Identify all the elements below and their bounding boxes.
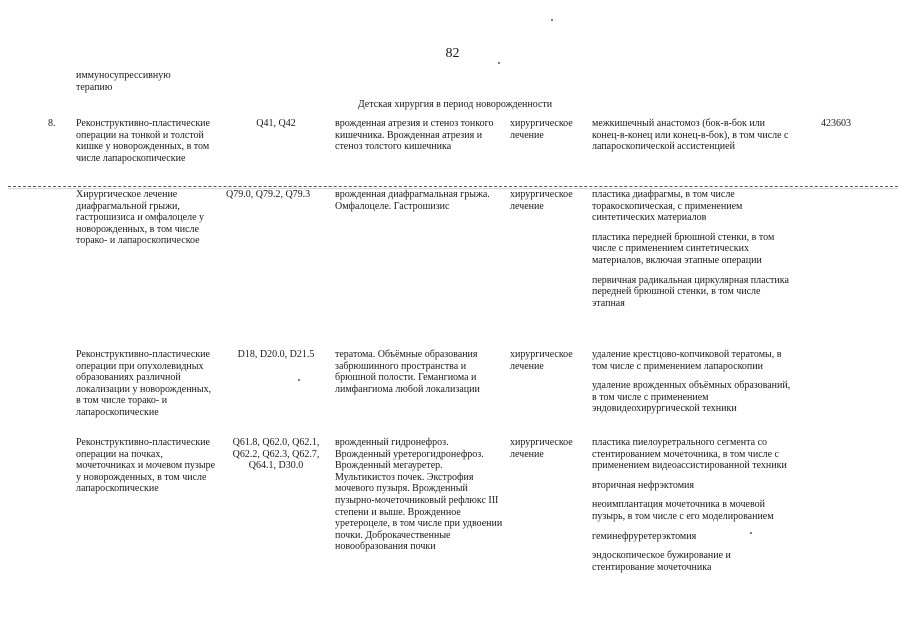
method-item: первичная радикальная циркулярная пластика передней брюшной стенки, в том числе этапная (592, 274, 789, 309)
row-divider (8, 186, 898, 187)
method-item: пластика пиелоуретрального сегмента со стентированием мочеточника, в том числе с применением видеоассистированной техники (592, 437, 787, 472)
scan-speck (551, 19, 553, 21)
method-item: пластика диафрагмы, в том числе торакоскопическая, с применением синтетических материалов (592, 189, 743, 224)
method-item: геминефруретерэктомия (592, 530, 697, 542)
row-model: врожденная атрезия и стеноз тонкого кишечника. Врожденная атрезия и стеноз толстого кишечника (335, 118, 494, 153)
method-item: эндоскопическое бужирование и стентирование мочеточника (592, 550, 731, 573)
row-codes: D18, D20.0, D21.5 (237, 349, 315, 360)
row-cost: 423603 (821, 118, 851, 129)
method-item: неоимплантация мочеточника в мочевой пузырь, в том числе с его моделированием (592, 499, 774, 522)
row-model: врожденный гидронефроз. Врожденный уретерогидронефроз. Врожденный мегауретер. Мультикистоз почек. Экстрофия мочевого пузыря. Врожденный пузырно-мочеточниковый рефлюкс III степени и выше. Врожденное уретероцеле, в том числе при удвоении почки. Доброкачественные новообразования почки (335, 437, 503, 553)
row-treatment: хирургическое лечение (510, 349, 573, 372)
row-name: Реконструктивно-пластические операции на почках, мочеточниках и мочевом пузыре у новорожденных, в том числе лапароскопические (76, 437, 216, 495)
row-codes: Q41, Q42 (256, 118, 296, 129)
scan-speck (498, 62, 500, 64)
method-item: межкишечный анастомоз (бок-в-бок или конец-в-конец или конец-в-бок), в том числе с лапароскопической ассистенцией (592, 118, 789, 153)
row-number: 8. (48, 118, 56, 129)
row-name: Реконструктивно-пластические операции на тонкой и толстой кишке у новорожденных, в том числе лапароскопические (76, 118, 210, 164)
carryover-text: иммуносупрессивную терапию (76, 70, 171, 93)
method-item: пластика передней брюшной стенки, в том числе с применением синтетических материалов, включая этапные операции (592, 231, 775, 266)
scan-speck (298, 379, 300, 381)
row-name: Реконструктивно-пластические операции при опухолевидных образованиях различной локализации у новорожденных, в том числе торако- и лапароскопические (76, 349, 212, 418)
row-codes: Q79.0, Q79.2, Q79.3 (226, 189, 311, 200)
page-number: 82 (445, 46, 460, 61)
row-treatment: хирургическое лечение (510, 437, 573, 460)
row-model: врожденная диафрагмальная грыжа. Омфалоцеле. Гастрошизис (335, 189, 490, 212)
section-header: Детская хирургия в период новорожденности (357, 99, 553, 110)
row-treatment: хирургическое лечение (510, 189, 573, 212)
row-methods (592, 349, 792, 415)
row-methods (592, 437, 792, 573)
row-model: тератома. Объёмные образования забрюшинного пространства и брюшной полости. Гемангиома и лимфангиома любой локализации (335, 349, 480, 395)
method-item: удаление врожденных объёмных образований, в том числе с применением эндовидеохирургической техники (592, 380, 791, 415)
row-methods (592, 118, 792, 153)
scan-speck (750, 532, 752, 534)
row-name: Хирургическое лечение диафрагмальной грыжи, гастрошизиса и омфалоцеле у новорожденных, в том числе торако- и лапароскопическое (76, 189, 205, 247)
row-treatment: хирургическое лечение (510, 118, 573, 141)
row-codes: Q61.8, Q62.0, Q62.1, Q62.2, Q62.3, Q62.7, Q64.1, D30.0 (232, 437, 320, 472)
method-item: вторичная нефрэктомия (592, 479, 694, 491)
method-item: удаление крестцово-копчиковой тератомы, в том числе с применением лапароскопии (592, 349, 782, 372)
row-methods (592, 189, 792, 309)
